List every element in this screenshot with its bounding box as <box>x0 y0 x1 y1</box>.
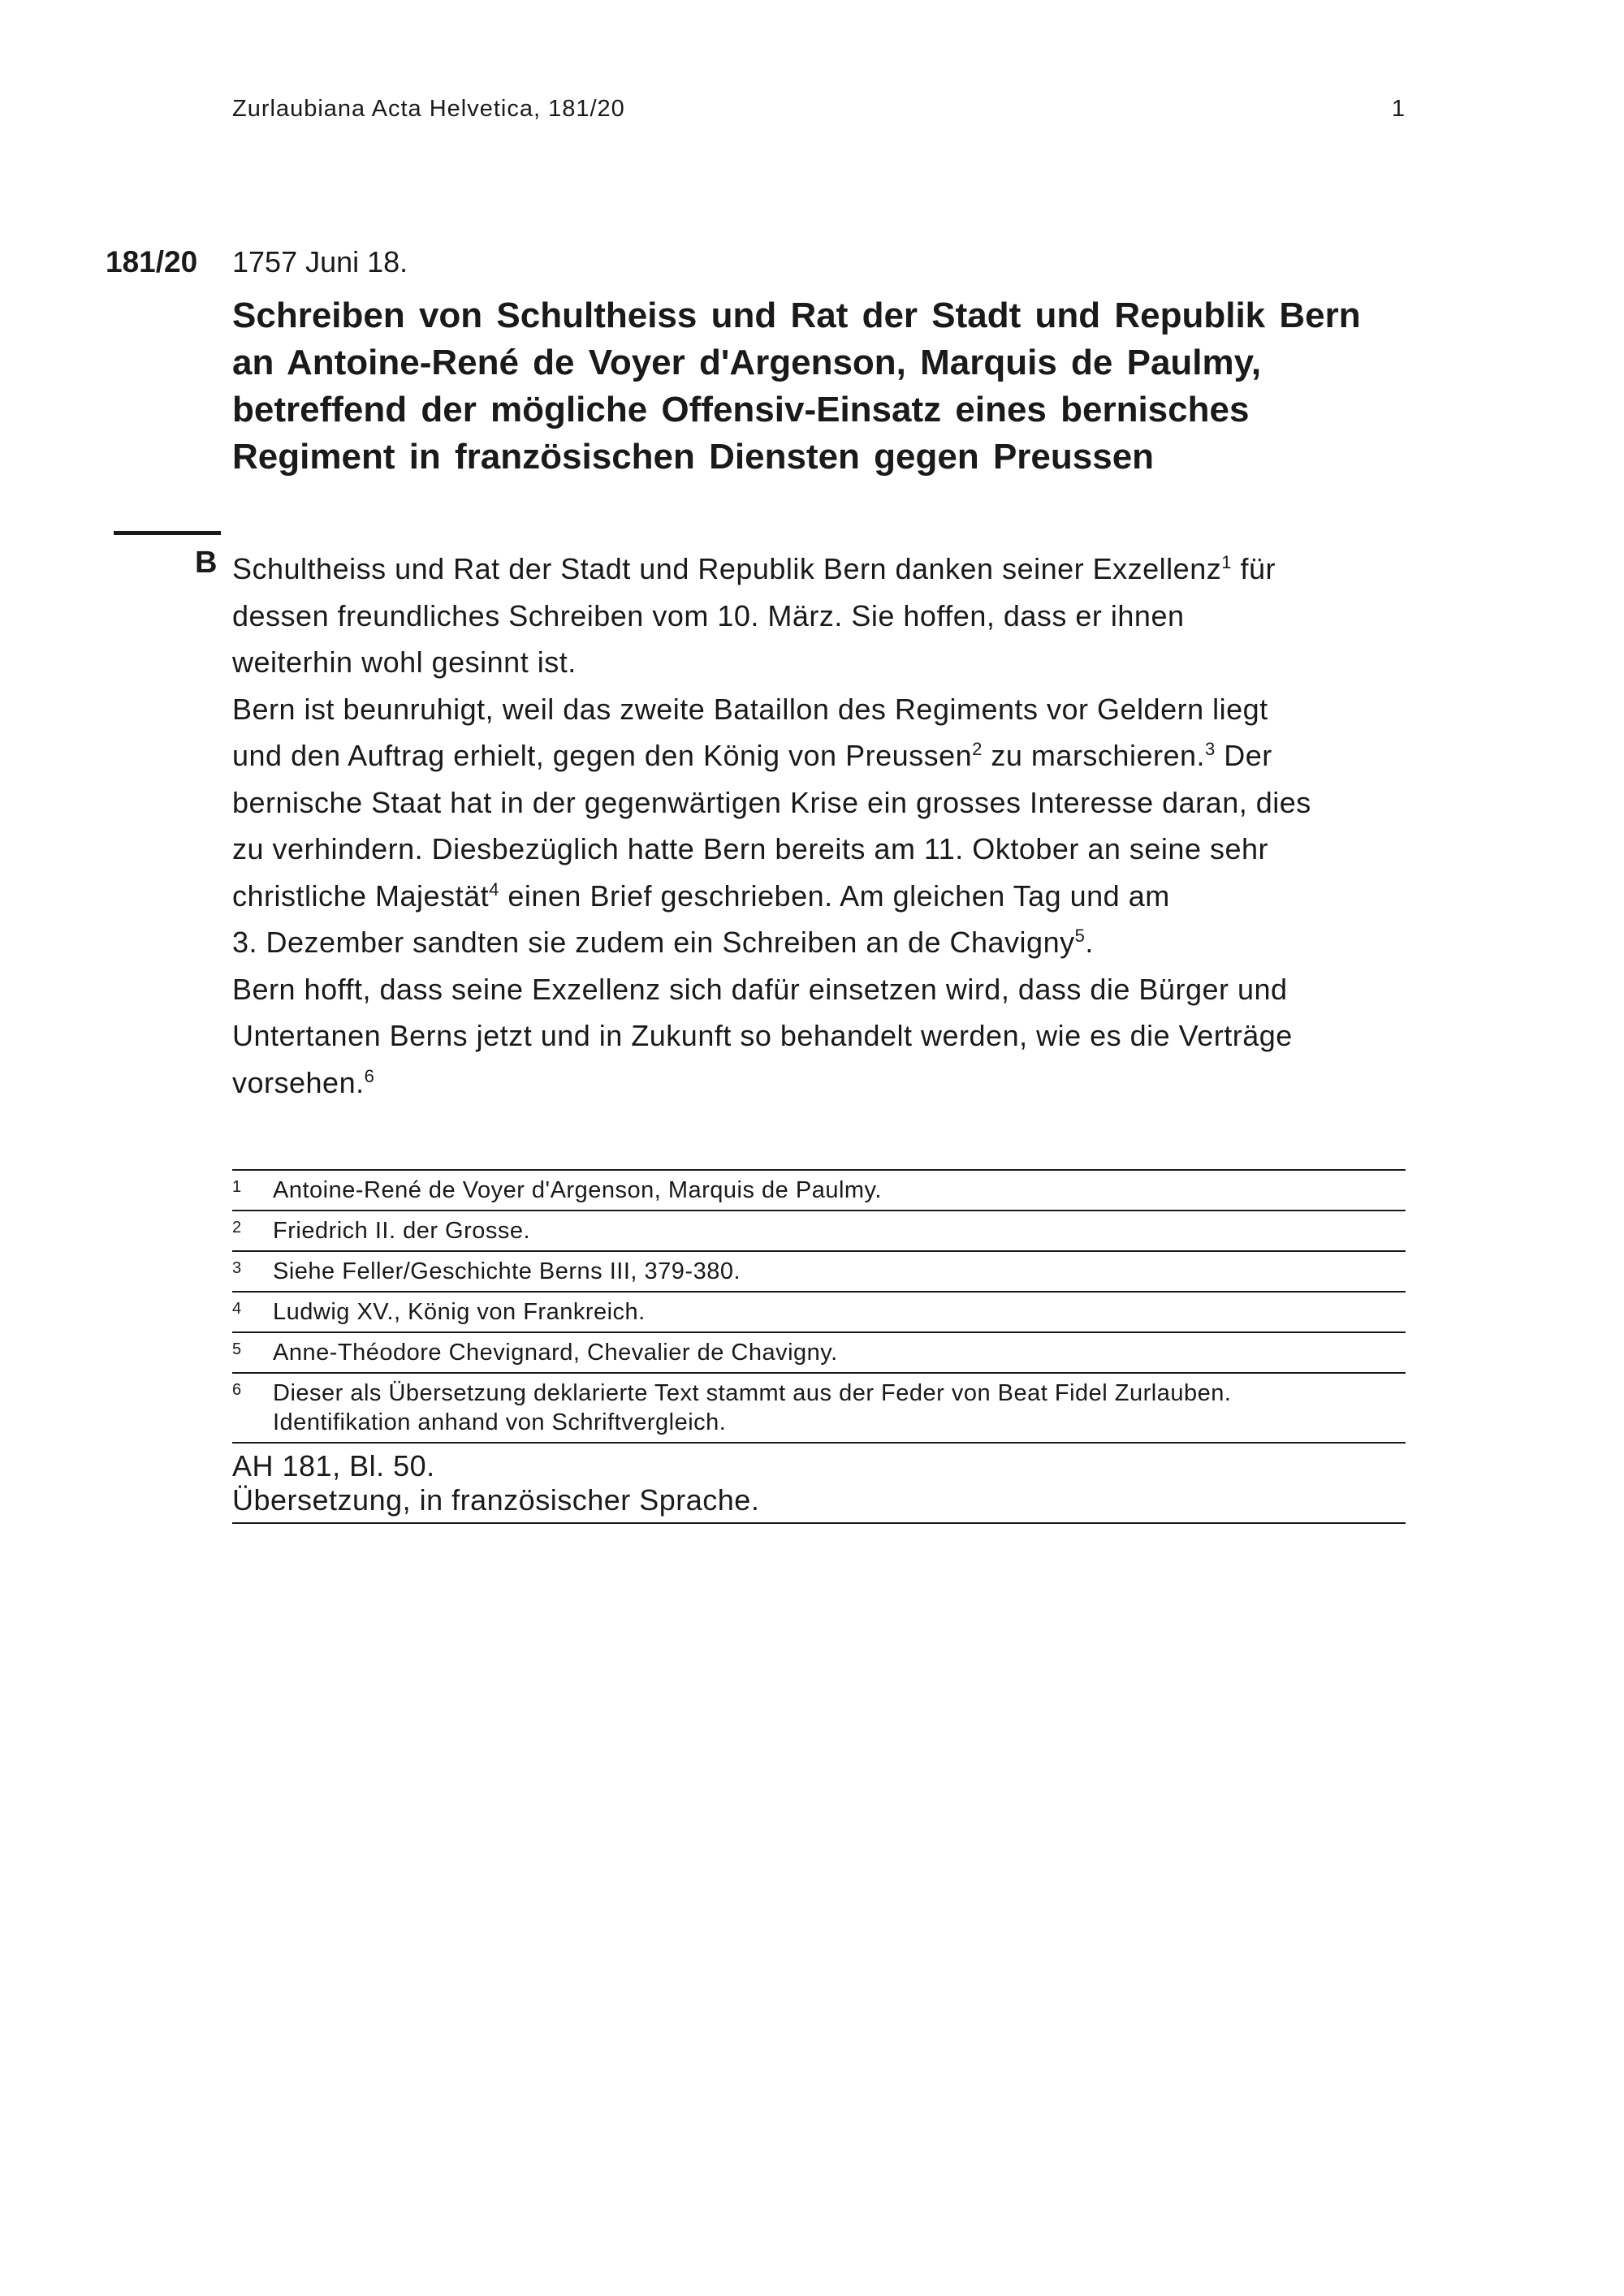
title-line: an Antoine-René de Voyer d'Argenson, Marquis de Paulmy, <box>232 343 1262 382</box>
footnote-number: 5 <box>232 1340 242 1358</box>
footnote <box>232 1252 1406 1293</box>
source-line: AH 181, Bl. 50. <box>232 1449 435 1482</box>
siglum: B <box>195 546 218 580</box>
body-line: zu verhindern. Diesbezüglich hatte Bern bereits am 11. Oktober an seine sehr <box>232 832 1269 865</box>
footnote-ref[interactable]: 2 <box>972 739 983 759</box>
footnote <box>232 1171 1406 1211</box>
body-line: Schultheiss und Rat der Stadt und Republik Bern danken seiner Exzellenz$^1$ für <box>232 552 1276 585</box>
footnote-text: Antoine-René de Voyer d'Argenson, Marquis de Paulmy. <box>273 1177 882 1203</box>
running-head-title: Zurlaubiana Acta Helvetica, 181/20 <box>232 96 625 122</box>
footnote-ref[interactable]: 1 <box>1221 552 1232 572</box>
body-line: dessen freundliches Schreiben vom 10. März. Sie hoffen, dass er ihnen <box>232 598 1185 632</box>
document-date: 1757 Juni 18. <box>232 245 408 278</box>
source-note <box>232 1449 1406 1524</box>
title-line: Schreiben von Schultheiss und Rat der Stadt und Republik Bern <box>232 296 1361 335</box>
body-line: vorsehen.$^6$ <box>232 1065 375 1099</box>
footnote-number: 4 <box>232 1300 242 1318</box>
footnotes <box>232 1169 1406 1444</box>
document-title <box>232 292 1434 481</box>
body-line: christliche Majestät$^4$ einen Brief geschrieben. Am gleichen Tag und am <box>232 878 1170 913</box>
body-line: 3. Dezember sandten sie zudem ein Schreiben an de Chavigny$^5$. <box>232 926 1094 959</box>
footnote-ref[interactable]: 3 <box>1205 739 1216 759</box>
title-line: betreffend der mögliche Offensiv-Einsatz eines bernisches <box>232 390 1250 429</box>
body-line: bernische Staat hat in der gegenwärtigen Krise ein grosses Interesse daran, dies <box>232 785 1311 819</box>
body-line: Bern hofft, dass seine Exzellenz sich dafür einsetzen wird, dass die Bürger und <box>232 972 1288 1006</box>
footnote-ref[interactable]: 5 <box>1074 926 1086 946</box>
footnote-text: Ludwig XV., König von Frankreich. <box>273 1299 646 1325</box>
title-line: Regiment in französischen Diensten gegen Preussen <box>232 437 1155 477</box>
footnote-text: Anne-Théodore Chevignard, Chevalier de Chavigny. <box>273 1340 838 1366</box>
footnote-number: 1 <box>232 1178 242 1196</box>
document-number: 181/20 <box>106 245 198 278</box>
footnote-ref[interactable]: 6 <box>364 1065 375 1086</box>
body-line: Untertanen Berns jetzt und in Zukunft so behandelt werden, wie es die Verträge <box>232 1019 1293 1052</box>
running-head <box>232 96 1406 128</box>
regest-body <box>232 546 1418 1106</box>
footnote-number: 3 <box>232 1259 242 1277</box>
body-line: weiterhin wohl gesinnt ist. <box>232 645 577 679</box>
section-divider <box>114 531 221 535</box>
footnote-number: 2 <box>232 1219 242 1236</box>
footnote-text: Siehe Feller/Geschichte Berns III, 379-380. <box>273 1258 741 1284</box>
footnote <box>232 1211 1406 1252</box>
footnote-ref[interactable]: 4 <box>489 878 499 900</box>
body-line: Bern ist beunruhigt, weil das zweite Bataillon des Regiments vor Geldern liegt <box>232 692 1268 726</box>
footnote-text: Identifikation anhand von Schriftvergleich. <box>273 1409 727 1435</box>
footnote-number: 6 <box>232 1381 242 1399</box>
body-line: und den Auftrag erhielt, gegen den König von Preussen$^2$ zu marschieren.$^3$ Der <box>232 739 1272 772</box>
footnote-text: Friedrich II. der Grosse. <box>273 1218 531 1244</box>
page-number: 1 <box>1391 96 1406 122</box>
footnote <box>232 1293 1406 1333</box>
footnote <box>232 1374 1406 1444</box>
footnote-text: Dieser als Übersetzung deklarierte Text stammt aus der Feder von Beat Fidel Zurlauben. <box>273 1380 1232 1406</box>
footnote <box>232 1333 1406 1374</box>
source-line: Übersetzung, in französischer Sprache. <box>232 1483 760 1517</box>
